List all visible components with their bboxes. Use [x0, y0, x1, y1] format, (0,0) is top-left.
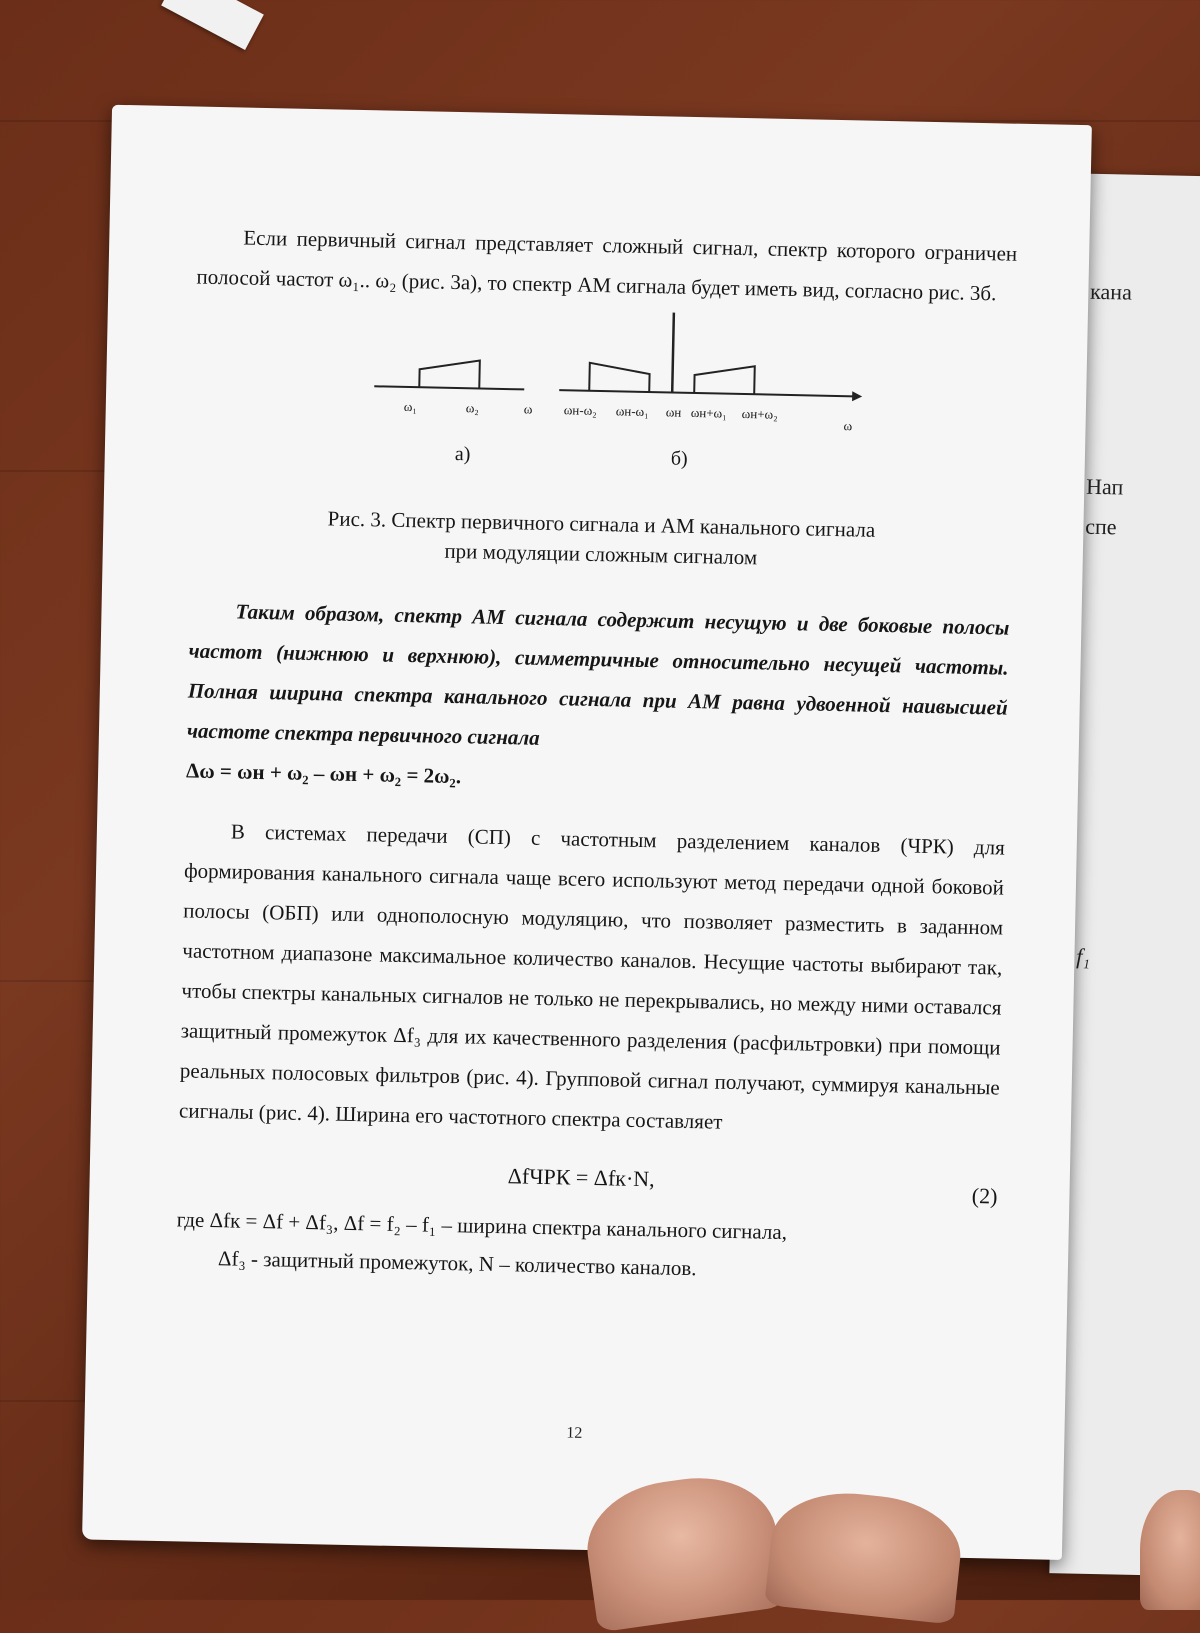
figure-caption	[191, 500, 1012, 577]
adjacent-page-fragment: кана	[1089, 278, 1133, 305]
conclusion-formula: Δω = ωн + ω₂ – ωн + ω₂ = 2ω₂.	[185, 758, 462, 789]
carrier-line	[672, 313, 674, 393]
caption-line: при модуляции сложным сигналом	[444, 538, 758, 570]
spectrum-band-a	[419, 359, 480, 388]
tick-label: ω₁	[403, 398, 418, 415]
upper-sideband	[694, 365, 755, 394]
axis-b-arrow	[852, 391, 862, 401]
tick-label: ωн+ω₁	[690, 404, 727, 421]
spectrum-figure	[192, 303, 1015, 490]
axis-b	[559, 390, 859, 396]
tick-label: ω₂	[465, 400, 480, 416]
adjacent-page-fragment: f₁	[1076, 943, 1091, 969]
figure-label-a: а)	[454, 442, 471, 466]
formula-expression: ΔfЧРК = Δfк·N,	[507, 1163, 655, 1192]
page-number: 12	[566, 1424, 583, 1442]
book-page	[82, 105, 1092, 1560]
formula-number: (2)	[971, 1182, 998, 1209]
spectrum-diagram	[192, 303, 1015, 490]
figure-label-b: б)	[670, 447, 688, 470]
caption-line: Рис. 3. Спектр первичного сигнала и АМ канального сигнала	[327, 506, 876, 542]
tick-label: ωн-ω₁	[615, 403, 649, 420]
where-line: где Δfк = Δf + Δf₃, Δf = f₂ – f₁ – ширина спектра канального сигнала,	[176, 1207, 788, 1245]
intro-paragraph: Если первичный сигнал представляет сложный сигнал, спектр которого ограничен полосой частот ω₁.. ω₂ (рис. 3а), то спектр АМ сигнала будет иметь вид, согласно рис. 3б.	[196, 225, 1018, 306]
tick-label: ωн-ω₂	[563, 402, 597, 418]
adjacent-page-fragment: спе	[1085, 513, 1117, 540]
conclusion-paragraph: Таким образом, спектр АМ сигнала содержит несущую и две боковые полосы частот (нижнюю и верхнюю), симметричные относительно несущей частоты. Полная ширина спектра канального сигнала при АМ равна удвоенной наивысшей частоте спектра первичного сигнала	[186, 599, 1010, 750]
tick-label: ωн	[665, 404, 682, 420]
where-line: Δf₃ - защитный промежуток, N – количество каналов.	[217, 1246, 697, 1281]
body-paragraph: В системах передачи (СП) с частотным разделением каналов (ЧРК) для формирования канального сигнала чаще всего используют метод передачи одной боковой полосы (ОБП) или однополосную модуляцию, что позволяет разместить в заданном частотном диапазоне максимальное количество каналов. Несущие частоты выбирают так, чтобы спектры канальных сигналов не только не перекрывались, но между ними оставался защитный промежуток Δf₃ для их качественного разделения (расфильтровки) при помощи реальных полосовых фильтров (рис. 4). Групповой сигнал получают, суммируя канальные сигналы (рис. 4). Ширина его частотного спектра составляет	[178, 819, 1005, 1134]
axis-a	[374, 386, 524, 389]
adjacent-page-fragment: Нап	[1085, 473, 1124, 500]
page-content	[176, 217, 1018, 1294]
lower-sideband	[589, 363, 650, 392]
background-paper-note	[161, 0, 264, 50]
axis-end-label: ω	[523, 401, 533, 417]
axis-end-label: ω	[843, 418, 853, 434]
tick-label: ωн+ω₂	[741, 405, 778, 422]
